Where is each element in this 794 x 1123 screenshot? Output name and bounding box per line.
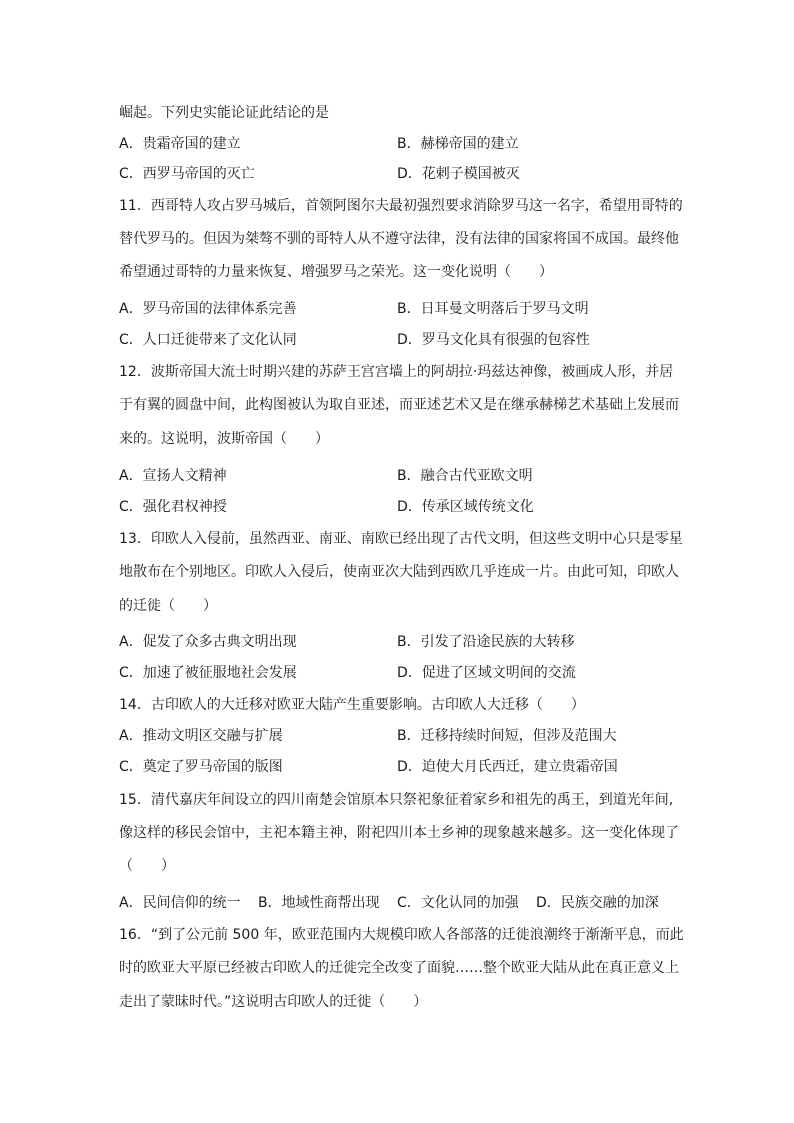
option-a: A．推动文明区交融与扩展 [119,728,283,744]
option-d: D．罗马文化具有很强的包容性 [397,332,590,348]
option-d: D．传承区域传统文化 [397,499,534,515]
option-c: C．加速了被征服地社会发展 [119,665,297,681]
question-13-line-3: 的迁徙（ ） [119,598,217,614]
option-a: A．罗马帝国的法律体系完善 [119,301,297,317]
option-d: D．民族交融的加深 [536,895,659,911]
option-d: D．促进了区域文明间的交流 [397,665,576,681]
question-13-line-2: 地散布在个别地区。印欧人入侵后，使南亚次大陆到西欧几乎连成一片。由此可知，印欧人 [119,564,679,580]
question-15-line-1: 15．清代嘉庆年间设立的四川南楚会馆原本只祭祀象征着家乡和祖先的禹王，到道光年间, [119,792,674,808]
question-12-line-2: 于有翼的圆盘中间，此构图被认为取自亚述，而亚述艺术又是在继承赫梯艺术基础上发展而 [119,397,679,413]
question-text-line: 崛起。下列史实能论证此结论的是 [119,105,329,121]
option-c: C．人口迁徙带来了文化认同 [119,332,297,348]
question-12-line-3: 来的。这说明，波斯帝国（ ） [119,431,329,447]
question-16-line-2: 时的欧亚大平原已经被古印欧人的迁徙完全改变了面貌……整个欧亚大陆从此在真正意义上 [119,960,679,976]
question-13-line-1: 13．印欧人入侵前，虽然西亚、南亚、南欧已经出现了古代文明，但这些文明中心只是零星 [119,531,683,547]
option-a: A．民间信仰的统一 [119,895,241,911]
option-a: A．宣扬人文精神 [119,468,227,484]
question-11-line-1: 11．西哥特人攻占罗马城后，首领阿图尔夫最初强烈要求消除罗马这一名字，希望用哥特的 [119,198,683,214]
question-14-line-1: 14．古印欧人的大迁移对欧亚大陆产生重要影响。古印欧人大迁移（ ） [119,697,585,713]
option-c: C．文化认同的加强 [397,895,519,911]
question-15-line-3: （ ） [119,858,175,874]
option-b: B．日耳曼文明落后于罗马文明 [397,301,589,317]
option-a: A．促发了众多古典文明出现 [119,634,297,650]
question-16-line-3: 走出了蒙昧时代。”这说明古印欧人的迁徙（ ） [119,994,428,1010]
option-b: B．赫梯帝国的建立 [397,136,519,152]
question-12-line-1: 12．波斯帝国大流士时期兴建的苏萨王宫宫墙上的阿胡拉·玛兹达神像，被画成人形，并居 [119,364,674,380]
question-16-line-1: 16．“到了公元前 500 年，欧亚范围内大规模印欧人各部落的迁徙浪潮终于渐渐平息，而此 [119,927,684,943]
option-b: B．融合古代亚欧文明 [397,468,533,484]
option-c: C．西罗马帝国的灭亡 [119,166,255,182]
option-d: D．迫使大月氏西迁，建立贵霜帝国 [397,759,618,775]
option-b: B．地域性商帮出现 [258,895,380,911]
option-d: D．花剌子模国被灭 [397,166,520,182]
option-a: A．贵霜帝国的建立 [119,136,241,152]
option-b: B．引发了沿途民族的大转移 [397,634,575,650]
option-c: C．奠定了罗马帝国的版图 [119,759,283,775]
option-c: C．强化君权神授 [119,499,227,515]
option-b: B．迁移持续时间短，但涉及范围大 [397,728,617,744]
question-11-line-3: 希望通过哥特的力量来恢复、增强罗马之荣光。这一变化说明（ ） [119,264,553,280]
question-15-line-2: 像这样的移民会馆中，主祀本籍主神，附祀四川本土乡神的现象越来越多。这一变化体现了 [119,825,679,841]
question-11-line-2: 替代罗马的。但因为桀骜不驯的哥特人从不遵守法律，没有法律的国家将国不成国。最终他 [119,231,679,247]
